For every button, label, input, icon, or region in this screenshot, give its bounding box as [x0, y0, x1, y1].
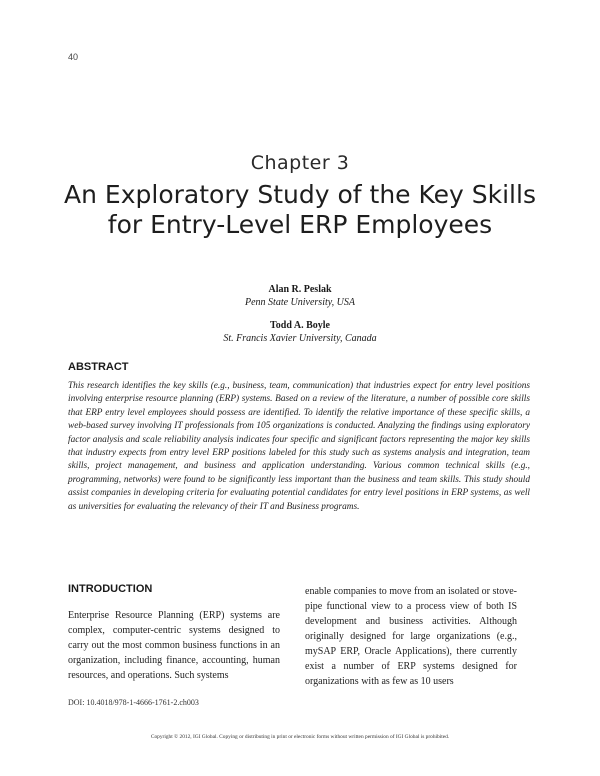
- author-affiliation: Penn State University, USA: [245, 297, 355, 308]
- body-column-right: [305, 584, 517, 689]
- chapter-title: An Exploratory Study of the Key Skills for Entry-Level ERP Employees: [64, 180, 536, 239]
- copyright-notice: Copyright © 2012, IGI Global. Copying or distributing in print or electronic forms without written permission of IGI Global is prohibited.: [150, 734, 450, 740]
- introduction-heading: INTRODUCTION: [68, 583, 153, 595]
- author-block-2: [0, 319, 600, 345]
- chapter-label: Chapter 3: [250, 152, 350, 174]
- body-paragraph: enable companies to move from an isolated or stove-pipe functional view to a process view of both IS development and business activities. Although originally designed for large organizations (e.g., mySAP ERP, Oracle Applications), there currently exist a number of ERP systems designed for organizations with as few as 10 users: [305, 586, 517, 687]
- abstract-heading: ABSTRACT: [68, 361, 129, 373]
- author-block-1: [0, 283, 600, 309]
- page-number: 40: [68, 52, 79, 62]
- abstract-text: This research identifies the key skills (e.g., business, team, communication) that industries expect for entry level positions involving enterprise resource planning (ERP) systems. Based on a review of the literature, a number of possible core skills that ERP entry level employees should possess are identified. To identify the relative importance of these specific skills, a web-based survey involving IT professionals from 105 organizations is conducted. Analyzing the findings using exploratory factor analysis and scale reliability analysis indicates four specific and significant factors representing the major key skills that industry expects from entry level ERP positions labeled for this study such as systems analysis and integration, team skills, project management, and business and application understanding. Various common technical skills (e.g., programming, networks) were found to be significantly less important than the business and team skills. This study should assist companies in developing criteria for evaluating potential candidates for entry level positions in ERP systems, as well as universities for evaluating the relevancy of their IT and Business programs.: [68, 381, 530, 512]
- body-column-left: [68, 608, 280, 683]
- body-paragraph: Enterprise Resource Planning (ERP) systems are complex, computer-centric systems designed to carry out the most common business functions in an organization, including finance, accounting, human resources, and operations. Such systems: [68, 610, 280, 681]
- author-affiliation: St. Francis Xavier University, Canada: [223, 333, 377, 344]
- author-name: Alan R. Peslak: [268, 284, 332, 295]
- doi: DOI: 10.4018/978-1-4666-1761-2.ch003: [68, 698, 199, 707]
- author-name: Todd A. Boyle: [270, 320, 330, 331]
